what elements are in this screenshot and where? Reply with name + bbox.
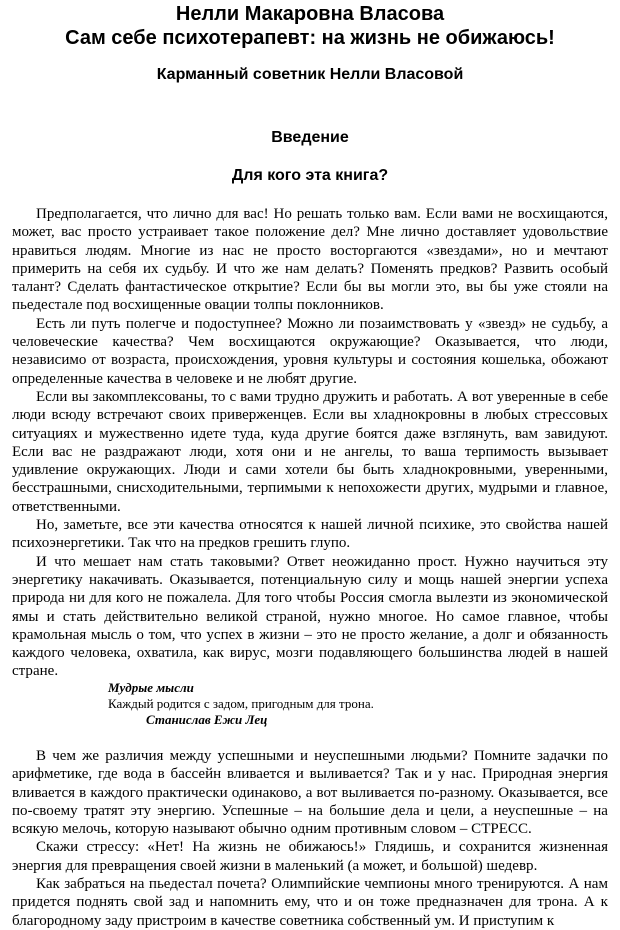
body-text-after-quote (12, 747, 608, 930)
body-text-before-quote (12, 205, 608, 681)
quote-block (108, 680, 508, 728)
paragraph: В чем же различия между успешными и неуспешными людьми? Помните задачки по арифметике, где вода в бассейн вливается и выливается? Так и у нас. Природная энергия вливается в каждого практически одинаково, а вот выливается по-разному. Оказывается, все по-своему тратят эту энергию. Успешные – на большие дела и цели, а неуспешные – на всякую мелочь, которую называют обычно одним противным словом – СТРЕСС. (12, 748, 608, 838)
paragraph: Как забраться на пьедестал почета? Олимпийские чемпионы много тренируются. А нам придется поднять свой зад и напомнить ему, что и он тоже предназначен для трона. А к благородному заду пристроим в качестве советника собственный ум. И приступим к (12, 876, 608, 929)
paragraph: Скажи стрессу: «Нет! На жизнь не обижаюсь!» Глядишь, и сохранится жизненная энергия для превращения своей жизни в маленький (а может, и большой) шедевр. (12, 839, 608, 874)
quote-text: Каждый родится с задом, пригодным для трона. (108, 696, 374, 711)
quote-author: Станислав Ежи Лец (146, 712, 268, 727)
paragraph: Есть ли путь полегче и подоступнее? Можно ли позаимствовать у «звезд» не судьбу, а человеческие качества? Чем восхищаются окружающие? Оказывается, что люди, независимо от возраста, происхождения, уровня культуры и состояния кошелька, обожают определенные качества в человеке и не любят другие. (12, 315, 608, 387)
book-subtitle: Карманный советник Нелли Власовой (156, 66, 464, 83)
paragraph: Предполагается, что лично для вас! Но решать только вам. Если вами не восхищаются, может, вас просто устраивает такое положение дел? Мне лично доставляет удовольствие нравиться людям. Многие из нас не просто восторгаются «звездами», но и мечтают примерить на себя их судьбу. И что же нам делать? Поменять предков? Развить особый талант? Сделать фантастическое открытие? Если бы вы могли это, вы бы уже стояли на пьедестале под восхищенные овации толпы поклонников. (12, 206, 608, 314)
paragraph: Но, заметьте, все эти качества относятся к нашей личной психике, это свойства нашей психоэнергетики. Так что на предков грешить глупо. (12, 517, 608, 552)
section-heading: Введение (271, 129, 349, 146)
book-title: Сам себе психотерапевт: на жизнь не обижаюсь! (65, 27, 555, 49)
paragraph: И что мешает нам стать таковыми? Ответ неожиданно прост. Нужно научиться эту энергетику накачивать. Оказывается, потенциальную силу и мощь нашей энергии успеха природа ни для кого не пожалела. Для того чтобы Россия смогла вылезти из экономической ямы и стать действительно великой страной, нужно многое. Но самое главное, чтобы крамольная мысль о том, что успех в жизни – это не просто желание, а долг и обязанность каждого человека, охватила, как вирус, мозги подавляющего большинства людей в нашей стране. (12, 553, 608, 680)
quote-title: Мудрые мысли (108, 680, 194, 695)
section-subheading: Для кого эта книга? (231, 167, 389, 184)
author-heading: Нелли Макаровна Власова (175, 3, 445, 25)
paragraph: Если вы закомплексованы, то с вами трудно дружить и работать. А вот уверенные в себе люди всюду встречают своих приверженцев. Если вы хладнокровны в любых стрессовых ситуациях и мужественно идете туда, куда другие боятся даже взглянуть, вам завидуют. Если вас не раздражают люди, хотя они и не ангелы, то ваша терпимость вызывает удивление окружающих. Люди и сами хотели бы быть хладнокровными, уверенными, бесстрашными, снисходительными, терпимыми к непохожести других, мудрыми и главное, ответственными. (12, 388, 608, 515)
